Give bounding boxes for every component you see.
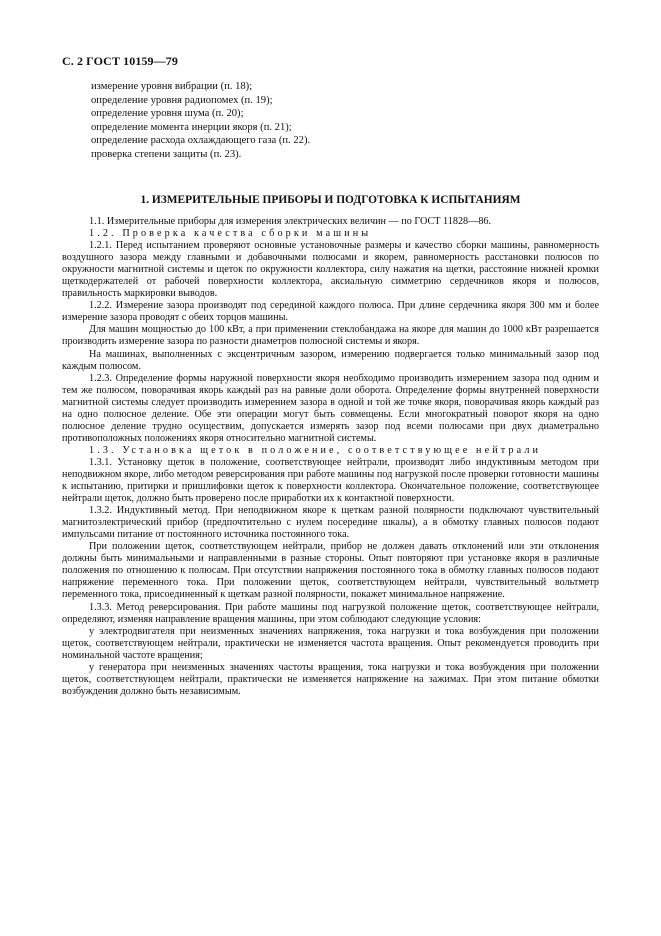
page-header: С. 2 ГОСТ 10159—79 (62, 54, 178, 68)
paragraph: 1.2.1. Перед испытанием проверяют основные установочные размеры и качество сборки машины, равномерность воздушного зазора между главными и добавочными полюсами и якорем, равномерность расстановки полюсов по окружности магнитной системы и щеток по окружности коллектора, силу нажатия на щетки, расстояние нижней кромки щеткодержателей от рабочей поверхности коллектора, аксиальную симметрию сердечников якоря и полюсов, правильность маркировки выводов. (62, 240, 599, 300)
paragraph: 1.2.3. Определение формы наружной поверхности якоря необходимо производить измерением зазора под одним и тем же полюсом, поворачивая якорь каждый раз на равные доли оборота. Определение формы внутренней поверхности магнитной системы следует производить измерением зазора в одной и той же точке якоря, поворачивая якорь каждый раз на одно полюсное деление. Обе эти операции могут быть совмещены. Если многократный поворот якоря на одно полюсное деление трудно осуществим, допускается измерять зазор под всеми полюсами при двух диаметрально противоположных положениях якоря относительно магнитной системы. (62, 372, 599, 444)
list-item: определение момента инерции якоря (п. 21); (91, 121, 292, 133)
section-title: 1. ИЗМЕРИТЕЛЬНЫЕ ПРИБОРЫ И ПОДГОТОВКА К ИСПЫТАНИЯМ (140, 194, 521, 206)
paragraph: На машинах, выполненных с эксцентричным зазором, измерению подвергается только минимальный зазор под каждым полюсом. (62, 348, 599, 372)
list-item: определение уровня шума (п. 20); (91, 108, 244, 120)
list-item: измерение уровня вибрации (п. 18); (91, 81, 253, 92)
subsection-heading: 1.3. Установка щеток в положение, соответствующее нейтрали (89, 444, 542, 456)
paragraph: 1.3.1. Установку щеток в положение, соответствующее нейтрали, производят либо индуктивным методом при неподвижном якоре, либо методом реверсирования при работе машины под нагрузкой после проверки готовности машины к испытанию, притирки и пришлифовки щеток к поверхности коллектора. Окончательное положение, соответствующее нейтрали щеток, должно быть проверено после приработки их к контактной поверхности. (62, 456, 599, 505)
paragraph: 1.2.2. Измерение зазора производят под серединой каждого полюса. При длине сердечника якоря 300 мм и более измерение зазора проводят с обеих торцов машины. (62, 300, 599, 324)
document-body (62, 216, 599, 698)
subsection-heading: 1.2. Проверка качества сборки машины (89, 228, 372, 240)
list-item: определение расхода охлаждающего газа (п. 22). (91, 135, 311, 147)
paragraph: При положении щеток, соответствующем нейтрали, прибор не должен давать отклонений или эти отклонения должны быть минимальными и направленными в разные стороны. Опыт повторяют при установке якоря в различные положения по отношению к полюсам. При отсутствии напряжения постоянного тока в обмотку главных полюсов подают напряжение переменного тока. При положении щеток, соответствующем нейтрали, чувствительный вольтметр переменного тока, присоединенный к щеткам разной полярности, покажет минимальное напряжение. (62, 541, 599, 601)
test-list (91, 80, 310, 162)
paragraph: 1.3.2. Индуктивный метод. При неподвижном якоре к щеткам разной полярности подключают чувствительный магнитоэлектрический прибор (предпочтительно с нулем посередине шкалы), а в обмотку главных полюсов подают импульсами питание от постоянного источника постоянного тока. (62, 505, 599, 541)
paragraph: 1.3.3. Метод реверсирования. При работе машины под нагрузкой положение щеток, соответствующее нейтрали, определяют, изменяя направление вращения машины, при этом соблюдают следующие условия: (62, 601, 599, 625)
paragraph: у электродвигателя при неизменных значениях напряжения, тока нагрузки и тока возбуждения при положении щеток, соответствующем нейтрали, практически не изменяется частота вращения. Опыт рекомендуется проводить при номинальной частоте вращения; (62, 625, 599, 661)
list-item: определение уровня радиопомех (п. 19); (91, 94, 273, 106)
paragraph: Для машин мощностью до 100 кВт, а при применении стеклобандажа на якоре для машин до 1000 кВт разрешается производить измерение зазора по разности диаметров полюсной системы и якоря. (62, 324, 599, 348)
paragraph: 1.1. Измерительные приборы для измерения электрических величин — по ГОСТ 11828—86. (89, 216, 492, 227)
paragraph: у генератора при неизменных значениях частоты вращения, тока нагрузки и тока возбуждения при положении щеток, соответствующем нейтрали, практически не изменяется напряжение на зажимах. При этом питание обмотки возбуждения должно быть независимым. (62, 661, 599, 697)
list-item: проверка степени защиты (п. 23). (91, 148, 242, 160)
